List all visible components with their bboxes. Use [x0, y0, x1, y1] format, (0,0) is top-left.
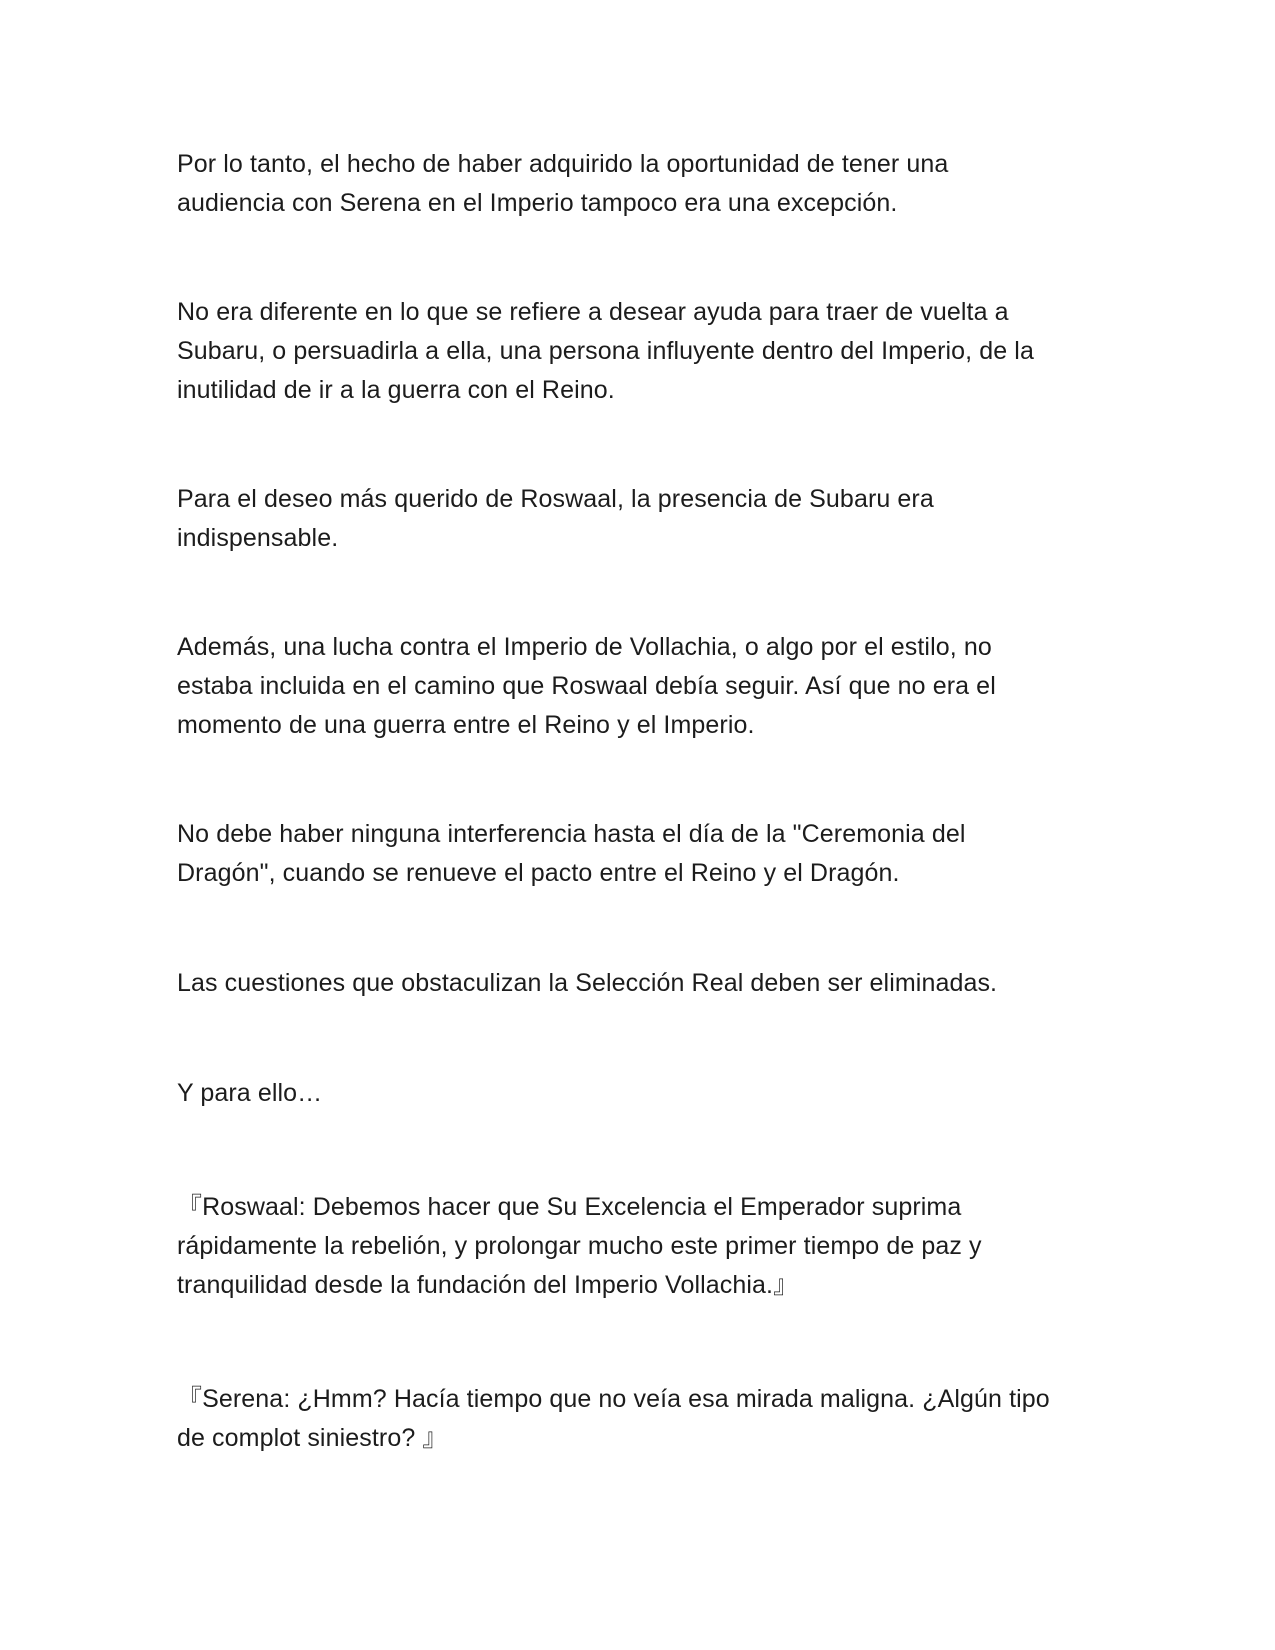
- text-line: Las cuestiones que obstaculizan la Selección Real deben ser eliminadas.: [177, 969, 998, 997]
- text-line: Además, una lucha contra el Imperio de Vollachia, o algo por el estilo, no: [177, 633, 992, 661]
- text-line: No era diferente en lo que se refiere a desear ayuda para traer de vuelta a: [177, 298, 1009, 326]
- paragraph-6: [177, 964, 1117, 1003]
- text-line: rápidamente la rebelión, y prolongar mucho este primer tiempo de paz y: [177, 1232, 982, 1260]
- paragraph-1: [177, 145, 1117, 223]
- text-line: 『Serena: ¿Hmm? Hacía tiempo que no veía esa mirada maligna. ¿Algún tipo: [177, 1385, 1050, 1413]
- paragraph-8-dialogue: [177, 1188, 1117, 1305]
- text-line: Subaru, o persuadirla a ella, una persona influyente dentro del Imperio, de la: [177, 337, 1034, 365]
- paragraph-3: [177, 480, 1117, 558]
- text-line: Dragón", cuando se renueve el pacto entre el Reino y el Dragón.: [177, 859, 900, 887]
- text-line: de complot siniestro? 』: [177, 1424, 448, 1452]
- paragraph-5: [177, 815, 1117, 893]
- paragraph-4: [177, 628, 1117, 745]
- text-line: indispensable.: [177, 524, 339, 552]
- text-line: Por lo tanto, el hecho de haber adquirido la oportunidad de tener una: [177, 150, 949, 178]
- text-line: Para el deseo más querido de Roswaal, la presencia de Subaru era: [177, 485, 934, 513]
- text-line: Y para ello…: [177, 1079, 323, 1107]
- text-line: No debe haber ninguna interferencia hasta el día de la "Ceremonia del: [177, 820, 966, 848]
- paragraph-9-dialogue: [177, 1380, 1117, 1458]
- text-line: estaba incluida en el camino que Roswaal debía seguir. Así que no era el: [177, 672, 996, 700]
- text-line: audiencia con Serena en el Imperio tampoco era una excepción.: [177, 189, 898, 217]
- text-line: tranquilidad desde la fundación del Imperio Vollachia.』: [177, 1271, 799, 1299]
- text-line: 『Roswaal: Debemos hacer que Su Excelencia el Emperador suprima: [177, 1193, 962, 1221]
- paragraph-7: [177, 1074, 1117, 1113]
- paragraph-2: [177, 293, 1117, 410]
- text-line: momento de una guerra entre el Reino y el Imperio.: [177, 711, 755, 739]
- text-line: inutilidad de ir a la guerra con el Reino.: [177, 376, 615, 404]
